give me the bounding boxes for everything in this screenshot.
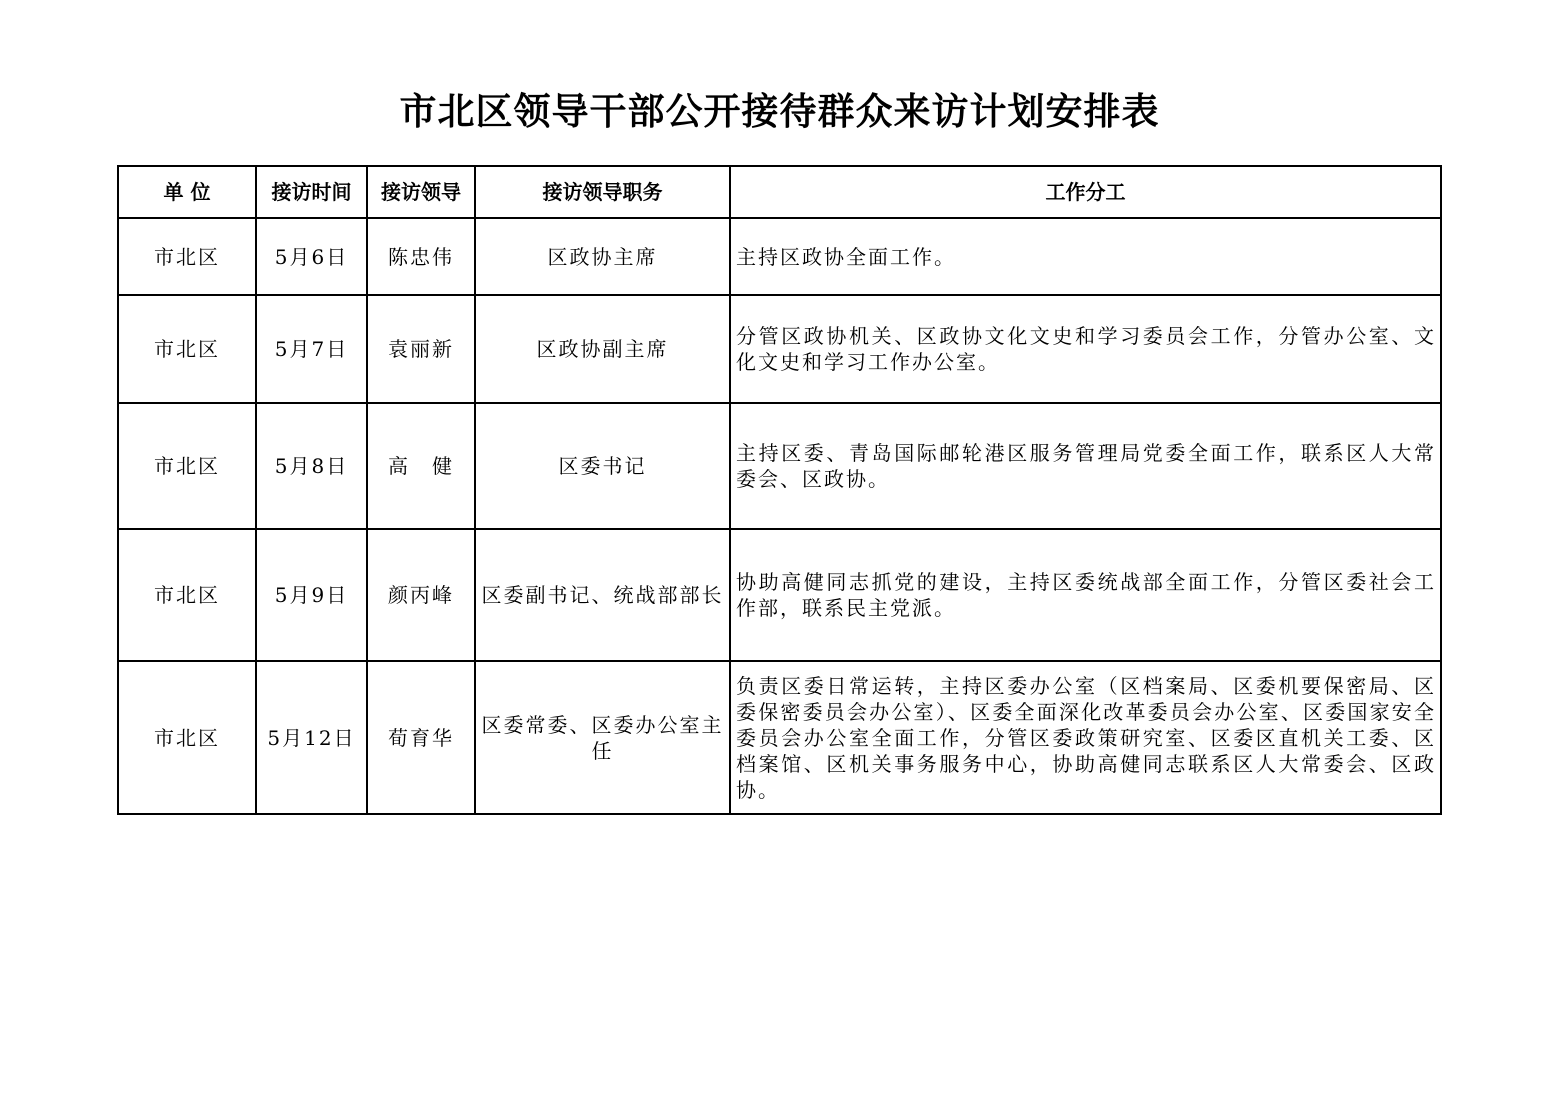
cell-duty: 主持区委、青岛国际邮轮港区服务管理局党委全面工作，联系区人大常委会、区政协。 <box>730 403 1441 529</box>
cell-position: 区委常委、区委办公室主任 <box>475 661 730 814</box>
cell-leader: 高 健 <box>367 403 475 529</box>
cell-time: 5月8日 <box>256 403 367 529</box>
header-position: 接访领导职务 <box>475 166 730 218</box>
cell-time: 5月9日 <box>256 529 367 661</box>
cell-leader: 陈忠伟 <box>367 218 475 295</box>
header-time: 接访时间 <box>256 166 367 218</box>
cell-unit: 市北区 <box>118 218 256 295</box>
cell-position: 区委副书记、统战部部长 <box>475 529 730 661</box>
table-row <box>118 295 1441 403</box>
cell-leader: 颜丙峰 <box>367 529 475 661</box>
cell-unit: 市北区 <box>118 295 256 403</box>
table-row <box>118 661 1441 814</box>
cell-position: 区政协主席 <box>475 218 730 295</box>
cell-duty: 协助高健同志抓党的建设，主持区委统战部全面工作，分管区委社会工作部，联系民主党派。 <box>730 529 1441 661</box>
cell-leader: 荀育华 <box>367 661 475 814</box>
cell-duty: 分管区政协机关、区政协文化文史和学习委员会工作，分管办公室、文化文史和学习工作办公室。 <box>730 295 1441 403</box>
cell-position: 区委书记 <box>475 403 730 529</box>
cell-time: 5月7日 <box>256 295 367 403</box>
header-unit: 单 位 <box>118 166 256 218</box>
cell-time: 5月12日 <box>256 661 367 814</box>
cell-unit: 市北区 <box>118 529 256 661</box>
cell-duty: 主持区政协全面工作。 <box>730 218 1441 295</box>
header-duty: 工作分工 <box>730 166 1441 218</box>
cell-unit: 市北区 <box>118 403 256 529</box>
cell-time: 5月6日 <box>256 218 367 295</box>
cell-position: 区政协副主席 <box>475 295 730 403</box>
table-row <box>118 218 1441 295</box>
header-leader: 接访领导 <box>367 166 475 218</box>
cell-leader: 袁丽新 <box>367 295 475 403</box>
page-title: 市北区领导干部公开接待群众来访计划安排表 <box>399 89 1160 133</box>
table-header-row <box>118 166 1441 218</box>
cell-unit: 市北区 <box>118 661 256 814</box>
table-row <box>118 529 1441 661</box>
table-row <box>118 403 1441 529</box>
cell-duty: 负责区委日常运转，主持区委办公室（区档案局、区委机要保密局、区委保密委员会办公室）、区委全面深化改革委员会办公室、区委国家安全委员会办公室全面工作，分管区委政策研究室、区委区直机关工委、区档案馆、区机关事务服务中心，协助高健同志联系区人大常委会、区政协。 <box>730 661 1441 814</box>
schedule-table <box>117 165 1442 815</box>
